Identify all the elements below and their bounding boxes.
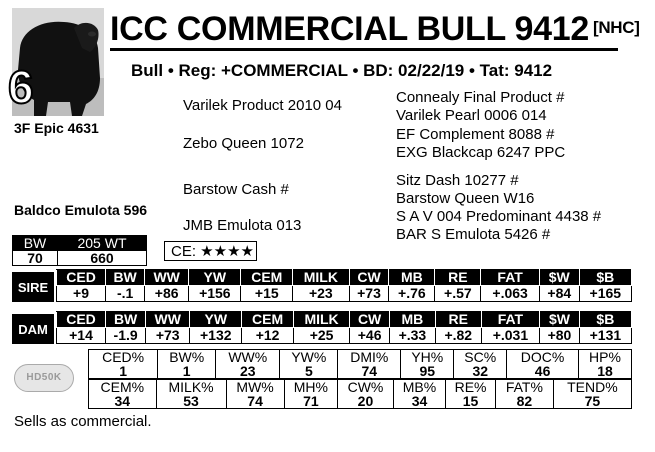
genomic-value: 82	[496, 394, 554, 409]
sire-epd-value: +.57	[435, 286, 481, 302]
genomic-value: 75	[553, 394, 631, 409]
genomic-value: 34	[393, 394, 445, 409]
hd50k-logo: HD50K	[14, 364, 74, 392]
dam-epd-value: +.33	[389, 328, 435, 344]
genomic-value: 34	[89, 394, 157, 409]
pedigree-ggp: Barstow Queen W16	[396, 190, 535, 207]
epd-header: CEM	[242, 312, 293, 328]
epd-header: YW	[189, 270, 241, 286]
epd-header: YW	[190, 312, 242, 328]
epd-header: CED	[57, 270, 106, 286]
dam-epd-value: +12	[242, 328, 293, 344]
pedigree-sire-sire: Varilek Product 2010 04	[183, 97, 342, 114]
sire-epd-value: +86	[145, 286, 189, 302]
dam-epd-value: +80	[540, 328, 580, 344]
pedigree-ggp: EF Complement 8088 #	[396, 126, 555, 143]
dam-epd-value: +131	[579, 328, 631, 344]
genomic-value: 46	[507, 364, 579, 379]
sire-epd-value: +156	[189, 286, 241, 302]
genomic-header: HP%	[578, 350, 631, 365]
epd-header: MB	[389, 312, 435, 328]
sire-epd-value: -.1	[106, 286, 145, 302]
genomic-value: 1	[158, 364, 216, 379]
genomic-header: MILK%	[156, 380, 226, 395]
epd-header: FAT	[481, 270, 540, 286]
weights-header: BW	[13, 236, 58, 251]
genomic-value: 23	[216, 364, 280, 379]
genomic-value: 74	[226, 394, 284, 409]
genomic-header: BW%	[158, 350, 216, 365]
pedigree-ggp: Connealy Final Product #	[396, 89, 565, 106]
epd-header: MILK	[293, 312, 349, 328]
sire-epd-value: +15	[241, 286, 293, 302]
animal-info: Bull • Reg: +COMMERCIAL • BD: 02/22/19 • Tat: 9412	[131, 61, 553, 80]
pedigree-dam-sire: Barstow Cash #	[183, 181, 289, 198]
genomic-header: DMI%	[338, 350, 401, 365]
pedigree-dam-dam: JMB Emulota 013	[183, 217, 302, 234]
sire-epd-value: +9	[57, 286, 106, 302]
genomic-value: 15	[446, 394, 496, 409]
sire-epd-value: +165	[579, 286, 631, 302]
pedigree-ggp: Sitz Dash 10277 #	[396, 172, 519, 189]
genomic-header: MB%	[393, 380, 445, 395]
genomic-value: 18	[578, 364, 631, 379]
dam-epd-value: +14	[57, 328, 106, 344]
epd-header: $W	[540, 312, 580, 328]
epd-header: CW	[349, 270, 389, 286]
epd-header: WW	[146, 312, 190, 328]
title-text: ICC COMMERCIAL BULL 9412	[110, 10, 589, 48]
dam-epd-value: +132	[190, 328, 242, 344]
title-tag: [NHC]	[592, 18, 640, 37]
dam-epd-value: +.031	[481, 328, 539, 344]
genomic-value: 5	[280, 364, 338, 379]
genomic-header: CED%	[89, 350, 158, 365]
dam-epd-table	[56, 311, 632, 344]
dam-epd-label: DAM	[12, 314, 54, 344]
epd-header: MB	[389, 270, 435, 286]
sale-note: Sells as commercial.	[14, 413, 152, 430]
dam-epd-value: +73	[146, 328, 190, 344]
pedigree-ggp: EXG Blackcap 6247 PPC	[396, 144, 566, 161]
genomic-value: 1	[89, 364, 158, 379]
pedigree-ggp: S A V 004 Predominant 4438 #	[396, 208, 602, 225]
genomic-header: MW%	[226, 380, 284, 395]
genomic-percentiles-table-2	[88, 379, 632, 409]
genomic-value: 74	[338, 364, 401, 379]
epd-header: CED	[57, 312, 106, 328]
genomic-value: 53	[156, 394, 226, 409]
epd-header: CW	[350, 312, 390, 328]
weights-header: 205 WT	[58, 236, 147, 251]
epd-header: RE	[435, 312, 481, 328]
sire-epd-label: SIRE	[12, 272, 54, 302]
pedigree-sire-dam: Zebo Queen 1072	[183, 135, 304, 152]
genomic-header: RE%	[446, 380, 496, 395]
genomic-header: TEND%	[553, 380, 631, 395]
epd-header: RE	[435, 270, 481, 286]
genomic-header: MH%	[284, 380, 337, 395]
epd-header: MILK	[293, 270, 350, 286]
sire-epd-value: +84	[539, 286, 579, 302]
genomic-header: CEM%	[89, 380, 157, 395]
sire-epd-value: +.063	[481, 286, 540, 302]
genomic-header: DOC%	[507, 350, 579, 365]
weights-value: 70	[13, 251, 58, 266]
genomic-header: FAT%	[496, 380, 554, 395]
dam-epd-value: +.82	[435, 328, 481, 344]
genomic-header: WW%	[216, 350, 280, 365]
genomic-percentiles-table-1	[88, 349, 632, 379]
epd-header: FAT	[481, 312, 539, 328]
epd-header: $B	[579, 312, 631, 328]
genomic-value: 95	[401, 364, 454, 379]
weights-table	[12, 235, 147, 266]
genomic-header: YW%	[280, 350, 338, 365]
sire-epd-value: +73	[349, 286, 389, 302]
genomic-value: 20	[338, 394, 394, 409]
epd-header: BW	[105, 312, 145, 328]
lot-number: 6	[8, 61, 33, 113]
sire-epd-value: +23	[293, 286, 350, 302]
lot-title	[110, 10, 640, 49]
pedigree-sire: 3F Epic 4631	[14, 120, 99, 136]
calving-ease-rating: CE: ★★★★	[164, 241, 257, 261]
genomic-header: SC%	[454, 350, 507, 365]
genomic-header: CW%	[338, 380, 394, 395]
pedigree-ggp: Varilek Pearl 0006 014	[396, 107, 547, 124]
epd-header: WW	[145, 270, 189, 286]
title-rule	[110, 48, 618, 51]
genomic-value: 32	[454, 364, 507, 379]
genomic-value: 71	[284, 394, 337, 409]
dam-epd-value: +46	[350, 328, 390, 344]
dam-epd-value: -1.9	[105, 328, 145, 344]
epd-header: BW	[106, 270, 145, 286]
weights-value: 660	[58, 251, 147, 266]
pedigree-ggp: BAR S Emulota 5426 #	[396, 226, 551, 243]
epd-header: CEM	[241, 270, 293, 286]
sire-epd-value: +.76	[389, 286, 435, 302]
pedigree-dam: Baldco Emulota 596	[14, 202, 148, 218]
epd-header: $W	[539, 270, 579, 286]
sire-epd-table	[56, 269, 632, 302]
epd-header: $B	[579, 270, 631, 286]
dam-epd-value: +25	[293, 328, 349, 344]
genomic-header: YH%	[401, 350, 454, 365]
